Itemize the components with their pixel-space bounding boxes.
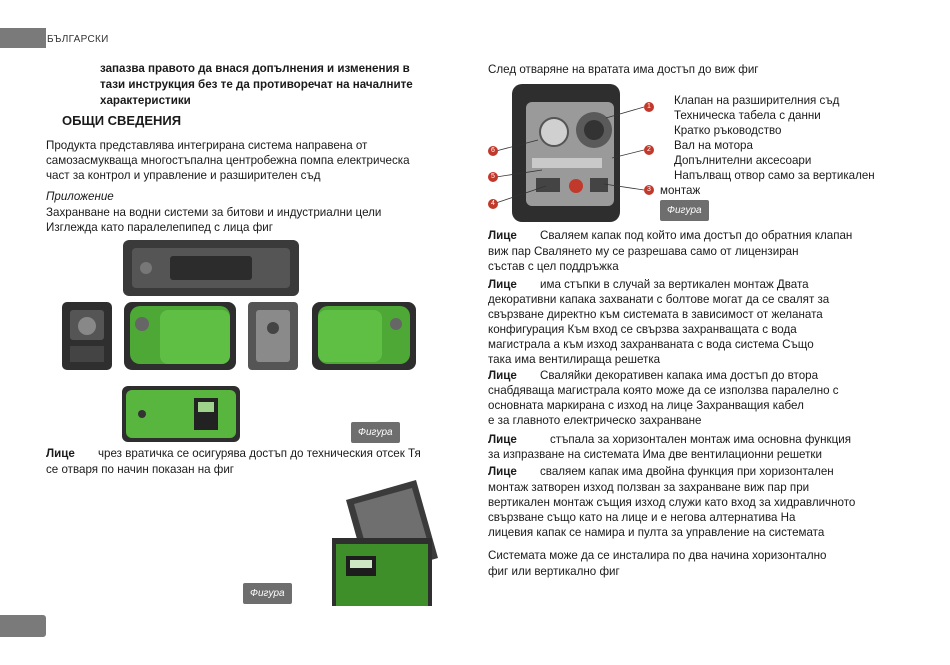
part-label-6-continued: монтаж xyxy=(660,184,701,197)
figure-2-caption: Фигура xyxy=(243,583,292,604)
callout-5: 5 xyxy=(488,172,498,182)
panel-view-image xyxy=(122,386,240,442)
para-5-line-4: свързване също като на лице и е негова алтернатива На xyxy=(488,511,796,524)
intro-line-2: самозасмукваща многостъпална центробежна помпа електрическа xyxy=(46,154,410,167)
intro-line-1: Продукта представлява интегрирана система направена от xyxy=(46,139,368,152)
para-3-label: Лице xyxy=(488,369,517,382)
technical-compartment-figure xyxy=(486,80,660,228)
para-5-line-1: сваляем капак има двойна функция при хоризонтален xyxy=(540,465,834,478)
para-5-line-2: монтаж затворен изход ползван за захранване виж пар при xyxy=(488,481,810,494)
para-5-label: Лице xyxy=(488,465,517,478)
face-line-1: чрез вратичка се осигурява достъп до техническия отсек Тя xyxy=(98,447,421,460)
back-view-image xyxy=(62,302,112,370)
para-1-line-2: виж пар Свалянето му се разрешава само от лицензиран xyxy=(488,245,799,258)
language-tab xyxy=(0,28,46,48)
para-4-label: Лице xyxy=(488,433,517,446)
para-1-line-1: Сваляем капак под който има достъп до обратния клапан xyxy=(540,229,853,242)
intro-line-3: част за контрол и управление и разширителен съд xyxy=(46,169,321,182)
top-view-image xyxy=(123,240,299,296)
page-number-tab xyxy=(0,615,46,637)
application-label: Приложение xyxy=(46,190,114,203)
para-3-line-4: е за главното електрическо захранване xyxy=(488,414,702,427)
warning-line-3: характеристики xyxy=(100,94,191,107)
para-5-line-5: лицевия капак се намира и пулта за управление на системата xyxy=(488,526,825,539)
open-door-figure xyxy=(320,478,450,608)
part-label-5: Допълнителни аксесоари xyxy=(674,154,812,167)
callout-3: 3 xyxy=(644,185,654,195)
figure-3-caption: Фигура xyxy=(660,200,709,221)
after-open-text: След отваряне на вратата има достъп до виж фиг xyxy=(488,63,759,76)
warning-line-2: тази инструкция без те да противоречат на началните xyxy=(100,78,413,91)
para-2-line-6: така има вентилираща решетка xyxy=(488,353,661,366)
para-5-line-3: вертикален монтаж същия изход служи като вход за хидравличното xyxy=(488,496,856,509)
side-view-image xyxy=(248,302,298,370)
para-2-line-4: конфигурация Към вход се свързва захранващата с вода xyxy=(488,323,797,336)
warning-line-1: запазва правото да внася допълнения и изменения в xyxy=(100,62,410,75)
face-line-2: се отваря по начин показан на фиг xyxy=(46,463,235,476)
front-view-image xyxy=(124,302,236,370)
para-2-line-3: свързване директно към системата в зависимост от желаната xyxy=(488,308,823,321)
callout-6: 6 xyxy=(488,146,498,156)
application-line-2: Изглежда като паралелепипед с лица фиг xyxy=(46,221,273,234)
callout-2: 2 xyxy=(644,145,654,155)
product-views-figure xyxy=(60,236,420,446)
para-3-line-2: снабдяваща магистрала която може да се използва паралелно с xyxy=(488,384,839,397)
para-3-line-3: основната маркирана с изход на лице Захранващия кабел xyxy=(488,399,804,412)
para-2-label: Лице xyxy=(488,278,517,291)
para-3-line-1: Сваляйки декоративен капака има достъп до втора xyxy=(540,369,819,382)
para-2-line-1: има стъпки в случай за вертикален монтаж Двата xyxy=(540,278,809,291)
language-label: БЪЛГАРСКИ xyxy=(47,34,109,45)
part-label-6: Напълващ отвор само за вертикален xyxy=(674,169,875,182)
part-label-4: Вал на мотора xyxy=(674,139,753,152)
section-title: ОБЩИ СВЕДЕНИЯ xyxy=(62,113,182,128)
install-line-1: Системата може да се инсталира по два начина хоризонтално xyxy=(488,549,827,562)
rear-view-image xyxy=(312,302,416,370)
callout-4: 4 xyxy=(488,199,498,209)
figure-1-caption: Фигура xyxy=(351,422,400,443)
para-1-label: Лице xyxy=(488,229,517,242)
application-line-1: Захранване на водни системи за битови и индустриални цели xyxy=(46,206,382,219)
face-label: Лице xyxy=(46,447,75,460)
para-4-line-2: за изпразване на системата Има две вентилационни решетки xyxy=(488,448,822,461)
para-2-line-2: декоративни капака захванати с болтове могат да се свалят за xyxy=(488,293,830,306)
para-2-line-5: магистрала а към изход захранваната с вода система Също xyxy=(488,338,814,351)
para-4-line-1: стъпала за хоризонтален монтаж има основна функция xyxy=(550,433,851,446)
install-line-2: фиг или вертикално фиг xyxy=(488,565,620,578)
callout-1: 1 xyxy=(644,102,654,112)
para-1-line-3: състав с цел поддръжка xyxy=(488,260,619,273)
part-label-2: Техническа табела с данни xyxy=(674,109,821,122)
part-label-3: Кратко ръководство xyxy=(674,124,782,137)
part-label-1: Клапан на разширителния съд xyxy=(674,94,840,107)
